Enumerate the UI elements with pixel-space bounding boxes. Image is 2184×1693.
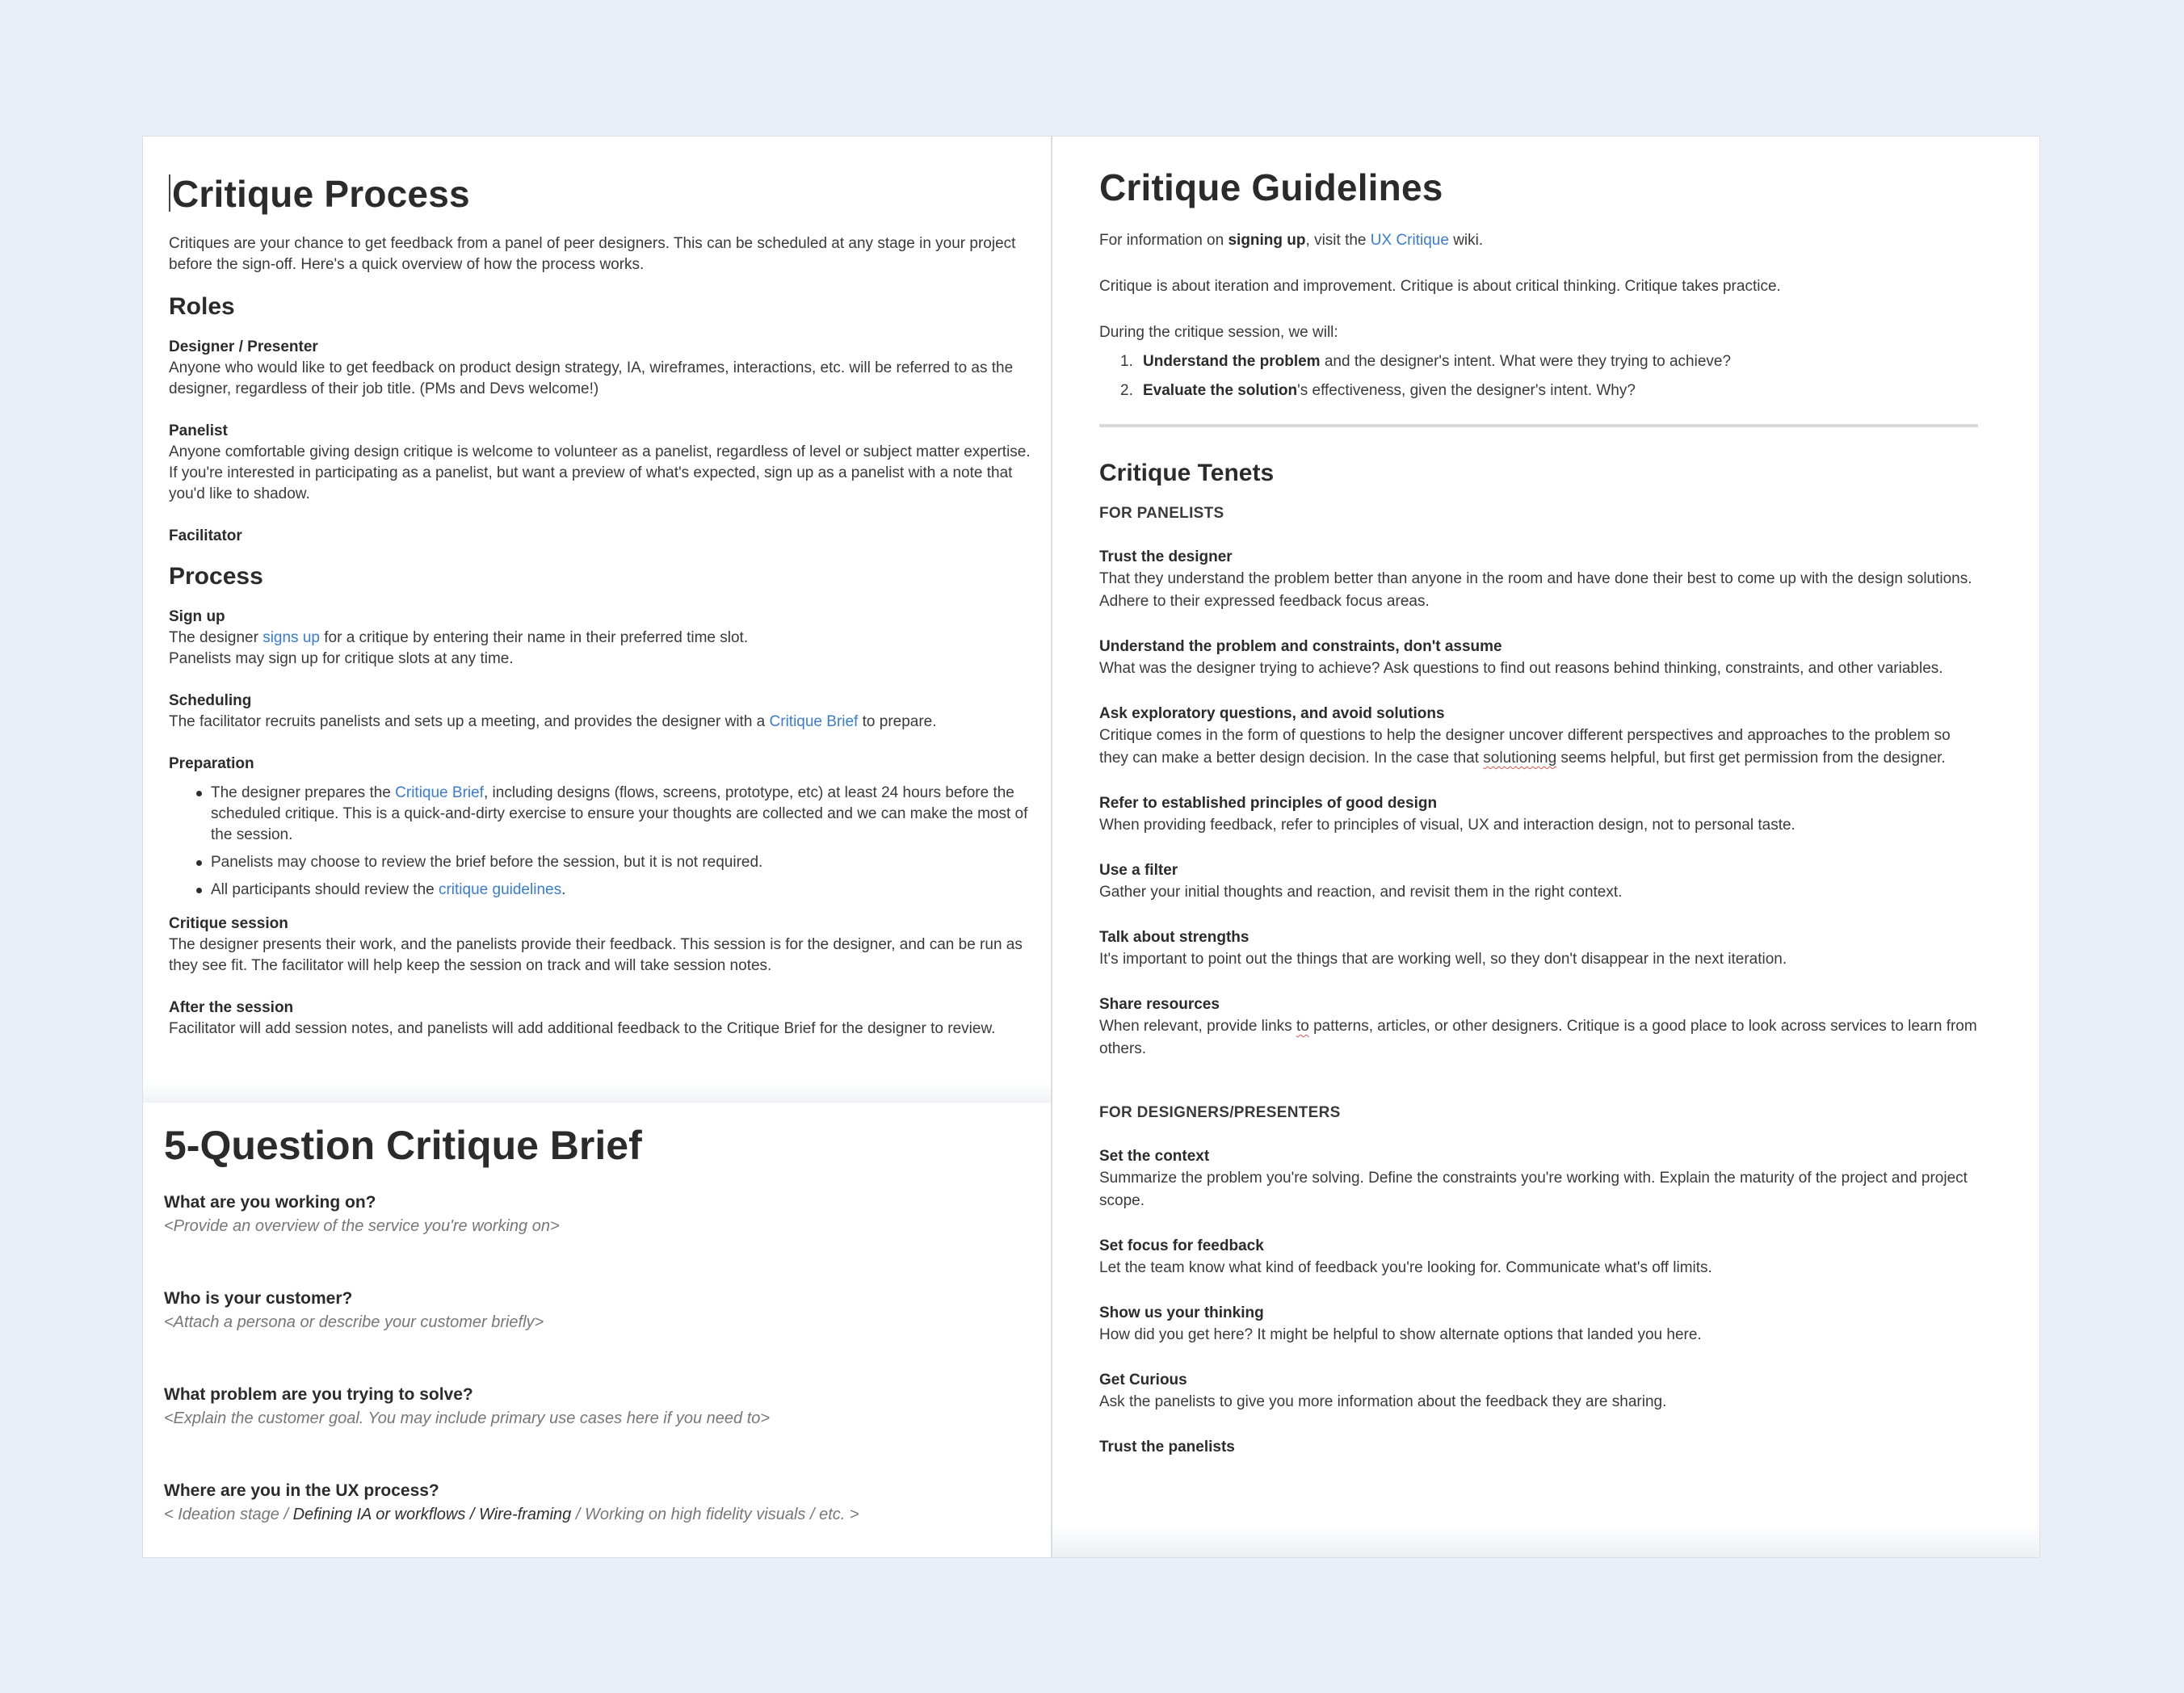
question-text: What are you working on? xyxy=(164,1193,376,1212)
panelists-heading: FOR PANELISTS xyxy=(1099,505,1224,522)
role-desc: Anyone comfortable giving design critique is welcome to volunteer as a panelist, regardless of level or subject matter expertise. If you're interested in participating as a panelist, but want a preview of what's expected, sign up as a panelist with a note that you'd like to shadow. xyxy=(169,443,1031,502)
role-name: Facilitator xyxy=(169,527,242,544)
process-intro: Critiques are your chance to get feedback from a panel of peer designers. This can be scheduled at any stage in your project before the sign-off. Here's a quick overview of how the process works. xyxy=(169,235,1016,273)
list-item: 1. Understand the problem and the designer's intent. What were they trying to achieve? xyxy=(1120,353,1732,370)
list-item: The designer prepares the Critique Brief, including designs (flows, screens, prototype, etc) at least 24 hours before the scheduled critique. This is a quick-and-dirty exercise to ensure your thoughts are collected and we can make the most of the session. xyxy=(169,783,1033,846)
critique-guidelines-link[interactable]: critique guidelines xyxy=(438,881,562,898)
tenet-desc: It's important to point out the things that are working well, so they don't disappear in the next iteration. xyxy=(1099,951,1787,968)
critique-brief-section xyxy=(143,1099,1051,1558)
tenet-desc: Summarize the problem you're solving. Define the constraints you're working with. Explain the maturity of the project and project scope. xyxy=(1099,1170,1968,1209)
tenet-name: Trust the designer xyxy=(1099,548,1233,565)
question-text: Where are you in the UX process? xyxy=(164,1481,439,1500)
tenet-desc: Ask the panelists to give you more information about the feedback they are sharing. xyxy=(1099,1393,1667,1410)
tenet-desc: Let the team know what kind of feedback you're looking for. Communicate what's off limits. xyxy=(1099,1259,1712,1276)
tenet-desc: Gather your initial thoughts and reaction, and revisit them in the right context. xyxy=(1099,884,1623,901)
question-hint: <Attach a persona or describe your customer briefly> xyxy=(164,1313,544,1331)
step-scheduling xyxy=(169,691,1033,733)
guidelines-about: Critique is about iteration and improvement. Critique is about critical thinking. Critique takes practice. xyxy=(1099,278,1781,295)
tenet-item xyxy=(1099,636,1980,680)
tenet-desc: How did you get here? It might be helpful to show alternate options that landed you here. xyxy=(1099,1326,1702,1343)
tenet-name: Refer to established principles of good design xyxy=(1099,795,1438,812)
role-panelist xyxy=(169,421,1033,505)
column-divider xyxy=(1051,137,1052,1557)
ux-critique-link[interactable]: UX Critique xyxy=(1370,232,1449,249)
tenet-item xyxy=(1099,1303,1980,1346)
step-name: Sign up xyxy=(169,608,225,625)
critique-brief-link[interactable]: Critique Brief xyxy=(395,784,484,801)
tenet-desc: When providing feedback, refer to principles of visual, UX and interaction design, not to personal taste. xyxy=(1099,817,1796,834)
question-text: What problem are you trying to solve? xyxy=(164,1385,473,1404)
tenet-name: Trust the panelists xyxy=(1099,1439,1235,1456)
step-after-session xyxy=(169,998,1033,1040)
tenet-name: Share resources xyxy=(1099,996,1220,1013)
step-name: Preparation xyxy=(169,755,254,772)
tenets-title: Critique Tenets xyxy=(1099,460,1275,486)
selected-stage: Defining IA or workflows / Wire-framing xyxy=(292,1506,572,1523)
text-cursor xyxy=(169,174,170,212)
tenet-item xyxy=(1099,1370,1980,1414)
step-signup xyxy=(169,607,1033,670)
question-text: Who is your customer? xyxy=(164,1289,353,1308)
critique-brief-link[interactable]: Critique Brief xyxy=(769,713,859,730)
step-critique-session xyxy=(169,914,1033,977)
tenet-item xyxy=(1099,994,1980,1061)
step-desc: The designer presents their work, and the panelists provide their feedback. This session is for the designer, and can be run as they see fit. The facilitator will help keep the session on track and will take session notes. xyxy=(169,936,1023,974)
bottom-fade xyxy=(1052,1525,2040,1557)
question-hint: < Ideation stage / Defining IA or workflows / Wire-framing / Working on high fidelity visuals / etc. > xyxy=(164,1506,859,1523)
guidelines-during: During the critique session, we will: xyxy=(1099,324,1338,341)
signs-up-link[interactable]: signs up xyxy=(262,629,320,646)
tenet-name: Get Curious xyxy=(1099,1372,1187,1388)
step-desc: Facilitator will add session notes, and panelists will add additional feedback to the Critique Brief for the designer to review. xyxy=(169,1020,996,1037)
tenet-desc: What was the designer trying to achieve? Ask questions to find out reasons behind thinking, constraints, and other variables. xyxy=(1099,660,1943,677)
list-item: Panelists may choose to review the brief before the session, but it is not required. xyxy=(169,852,1033,873)
spellcheck-word: solutioning xyxy=(1483,750,1557,767)
role-desc: Anyone who would like to get feedback on product design strategy, IA, wireframes, interactions, etc. will be referred to as the designer, regardless of their job title. (PMs and Devs welcome!) xyxy=(169,359,1014,397)
preparation-list xyxy=(169,783,1033,901)
step-desc-line2: Panelists may sign up for critique slots at any time. xyxy=(169,650,514,667)
process-title: Critique Process xyxy=(169,172,1033,216)
brief-question xyxy=(164,1289,1051,1332)
tenet-name: Use a filter xyxy=(1099,862,1178,879)
spellcheck-word: to xyxy=(1296,1018,1309,1035)
roles-heading: Roles xyxy=(169,293,235,320)
critique-guidelines-section xyxy=(1099,166,1980,1458)
step-name: Scheduling xyxy=(169,692,252,709)
tenet-desc: Critique comes in the form of questions to help the designer uncover different perspectives and approaches to the problem so they can make a better design decision. In the case that solutioning seems helpful, but first get permission from the designer. xyxy=(1099,727,1951,767)
document-frame xyxy=(142,136,2040,1558)
session-steps-list xyxy=(1099,351,1980,401)
question-hint: <Provide an overview of the service you're working on> xyxy=(164,1217,560,1235)
brief-question xyxy=(164,1193,1051,1236)
tenet-name: Set focus for feedback xyxy=(1099,1237,1264,1254)
guidelines-info: For information on signing up, visit the UX Critique wiki. xyxy=(1099,232,1484,249)
tenet-name: Set the context xyxy=(1099,1148,1210,1165)
role-facilitator xyxy=(169,526,1033,547)
tenet-item xyxy=(1099,1236,1980,1279)
designers-heading: FOR DESIGNERS/PRESENTERS xyxy=(1099,1104,1341,1121)
brief-question xyxy=(164,1481,1051,1524)
critique-process-section xyxy=(169,172,1033,1040)
tenet-name: Ask exploratory questions, and avoid solutions xyxy=(1099,705,1445,722)
step-desc: The designer signs up for a critique by entering their name in their preferred time slot. xyxy=(169,629,749,646)
tenet-item xyxy=(1099,1437,1980,1458)
role-name: Designer / Presenter xyxy=(169,338,318,355)
tenet-item xyxy=(1099,547,1980,613)
tenet-desc: That they understand the problem better than anyone in the room and have done their best to come up with the design solutions. Adhere to their expressed feedback focus areas. xyxy=(1099,570,1972,610)
tenet-name: Show us your thinking xyxy=(1099,1304,1264,1321)
tenet-item xyxy=(1099,860,1980,904)
process-heading: Process xyxy=(169,563,263,590)
tenet-item xyxy=(1099,1146,1980,1212)
list-item: 2. Evaluate the solution's effectiveness, given the designer's intent. Why? xyxy=(1120,382,1636,399)
step-name: Critique session xyxy=(169,915,288,932)
tenet-item xyxy=(1099,704,1980,770)
role-name: Panelist xyxy=(169,422,228,439)
role-designer xyxy=(169,337,1033,400)
tenet-item xyxy=(1099,927,1980,971)
list-item: All participants should review the critique guidelines. xyxy=(169,880,1033,901)
step-preparation xyxy=(169,754,1033,901)
tenet-desc: When relevant, provide links to patterns, articles, or other designers. Critique is a good place to look across services to learn from others. xyxy=(1099,1018,1977,1057)
step-desc: The facilitator recruits panelists and sets up a meeting, and provides the designer with a Critique Brief to prepare. xyxy=(169,713,937,730)
step-name: After the session xyxy=(169,999,294,1016)
brief-question xyxy=(164,1385,1051,1428)
horizontal-divider xyxy=(1099,424,1978,427)
tenet-name: Talk about strengths xyxy=(1099,929,1250,946)
tenet-item xyxy=(1099,793,1980,837)
tenet-name: Understand the problem and constraints, don't assume xyxy=(1099,638,1502,655)
brief-title: 5-Question Critique Brief xyxy=(164,1123,642,1168)
question-hint: <Explain the customer goal. You may include primary use cases here if you need to> xyxy=(164,1409,771,1427)
guidelines-title: Critique Guidelines xyxy=(1099,166,1443,208)
